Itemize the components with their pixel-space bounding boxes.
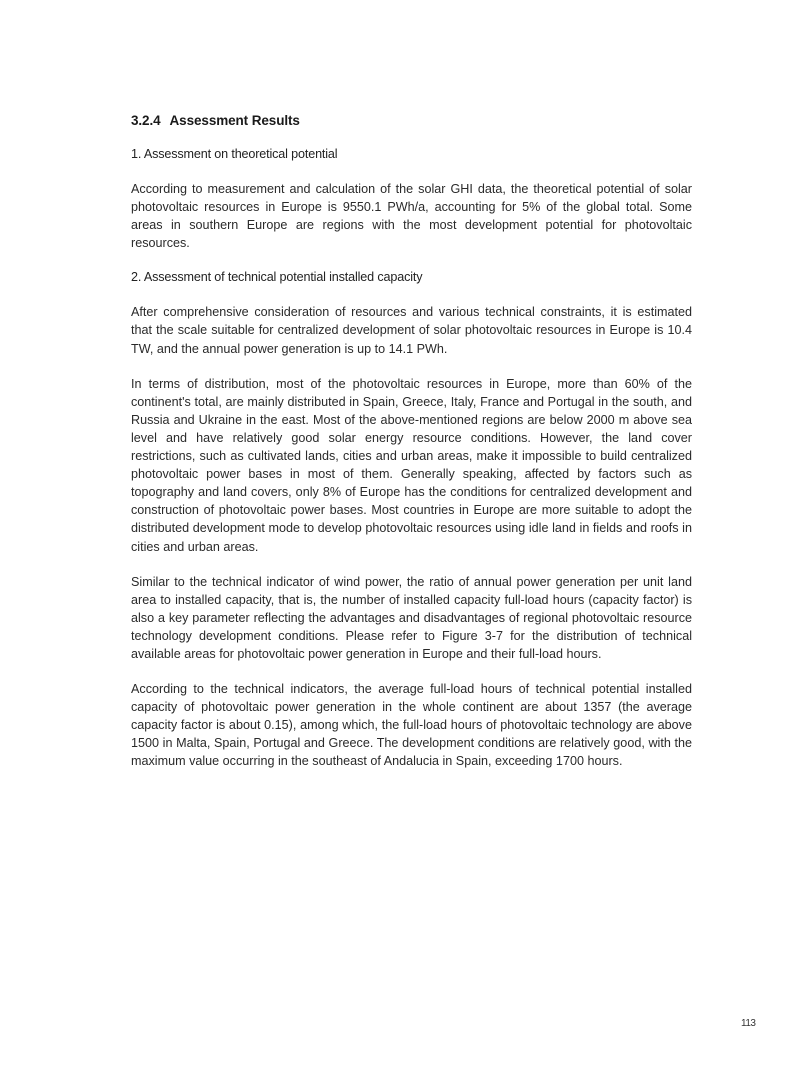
- paragraph: Similar to the technical indicator of wind power, the ratio of annual power generation per unit land area to installed capacity, that is, the number of installed capacity full-load hours (capacity factor) is also a key parameter reflecting the advantages and disadvantages of regional photovoltaic resource technology development conditions. Please refer to Figure 3-7 for the distribution of technical available areas for photovoltaic power generation in Europe and their full-load hours.: [131, 574, 692, 661]
- paragraph: In terms of distribution, most of the photovoltaic resources in Europe, more than 60% of the continent's total, are mainly distributed in Spain, Greece, Italy, France and Portugal in the south, and Russia and Ukraine in the east. Most of the above-mentioned regions are below 2000 m above sea level and have relatively good solar energy resource conditions. However, the land cover restrictions, such as cultivated lands, cities and urban areas, make it impossible to build centralized photovoltaic power bases in most of them. Generally speaking, affected by factors such as topography and land covers, only 8% of Europe has the conditions for centralized development and construction of photovoltaic power bases. Most countries in Europe are more suitable to adopt the distributed development mode to develop photovoltaic resources using idle land in fields and roofs in cities and urban areas.: [131, 376, 692, 554]
- section-heading: [131, 112, 692, 129]
- page-content: [131, 112, 692, 788]
- subsection-heading: 1. Assessment on theoretical potential: [131, 147, 338, 161]
- subsection-heading: 2. Assessment of technical potential installed capacity: [131, 270, 423, 285]
- page-number: 113: [741, 1018, 756, 1029]
- paragraph: According to the technical indicators, the average full-load hours of technical potential installed capacity of photovoltaic power generation in the whole continent are about 1357 (the average capacity factor is about 0.15), among which, the full-load hours of photovoltaic technology are above 1500 in Malta, Spain, Portugal and Greece. The development conditions are relatively good, with the maximum value occurring in the southeast of Andalucia in Spain, exceeding 1700 hours.: [131, 682, 692, 769]
- subsection-technical-potential: [131, 269, 692, 770]
- section-title: Assessment Results: [169, 113, 300, 128]
- paragraph: After comprehensive consideration of resources and various technical constraints, it is estimated that the scale suitable for centralized development of solar photovoltaic resources in Europe is 10.4 TW, and the annual power generation is up to 14.1 PWh.: [131, 305, 692, 356]
- section-number: 3.2.4: [131, 113, 161, 128]
- subsection-theoretical-potential: [131, 146, 692, 252]
- paragraph: According to measurement and calculation of the solar GHI data, the theoretical potential of solar photovoltaic resources in Europe is 9550.1 PWh/a, accounting for 5% of the global total. Some areas in southern Europe are regions with the most development potential for photovoltaic resources.: [131, 182, 692, 251]
